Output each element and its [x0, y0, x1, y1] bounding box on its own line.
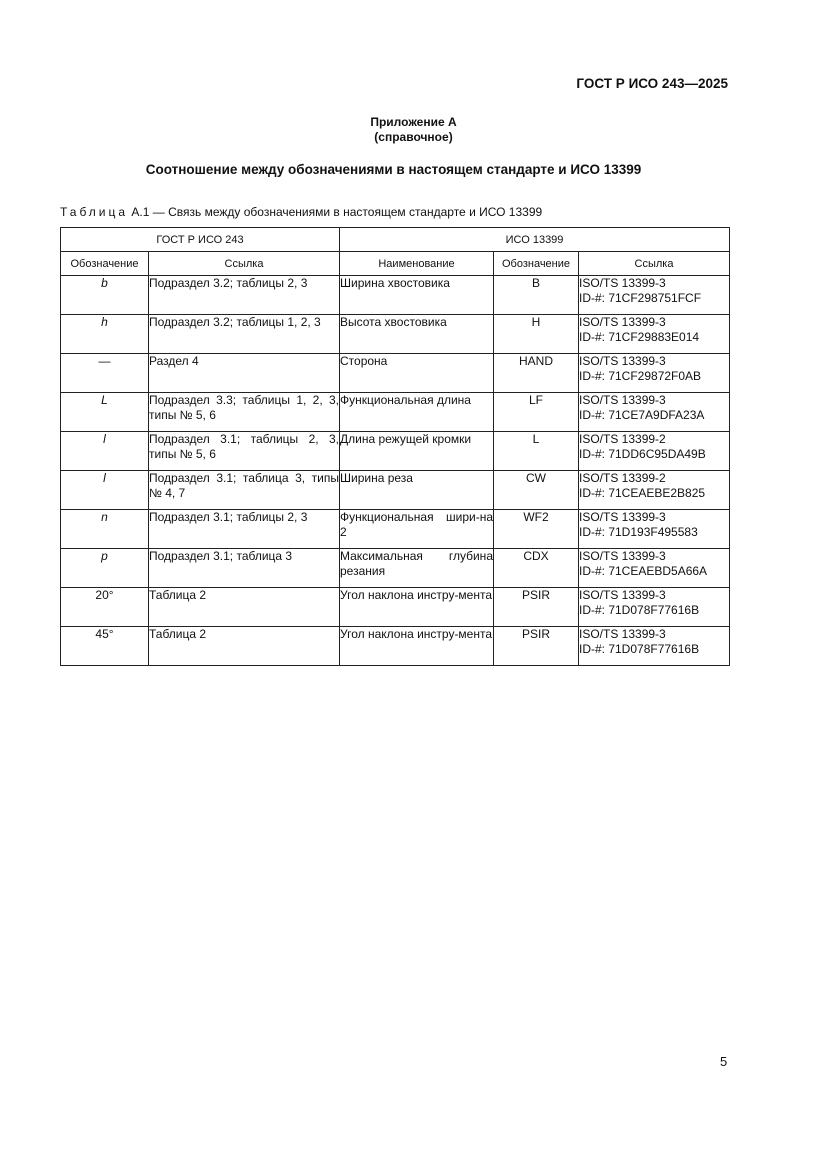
- table-caption-number: А.1: [131, 205, 150, 219]
- iso-document: ISO/TS 13399-3: [579, 588, 666, 602]
- table-row: [61, 276, 730, 315]
- cell-iso-reference: [579, 510, 730, 549]
- cell-name: Максимальная глубина резания: [340, 549, 494, 588]
- iso-id: ID-#: 71CF298751FCF: [579, 291, 702, 305]
- cell-reference: Подраздел 3.1; таблицы 2, 3: [149, 510, 340, 549]
- cell-iso-code: LF: [494, 393, 579, 432]
- iso-id: ID-#: 71CF29883E014: [579, 330, 700, 344]
- cell-symbol: n: [61, 510, 149, 549]
- cell-name: Функциональная шири-на 2: [340, 510, 494, 549]
- table-group-header-row: [61, 228, 730, 252]
- table-row: [61, 393, 730, 432]
- cell-name: Функциональная длина: [340, 393, 494, 432]
- designation-table: [60, 227, 730, 666]
- cell-iso-code: PSIR: [494, 588, 579, 627]
- table-row: [61, 588, 730, 627]
- cell-iso-code: H: [494, 315, 579, 354]
- cell-iso-code: PSIR: [494, 627, 579, 666]
- cell-iso-code: CW: [494, 471, 579, 510]
- cell-symbol: p: [61, 549, 149, 588]
- iso-id: ID-#: 71D193F495583: [579, 525, 698, 539]
- cell-reference: Подраздел 3.1; таблицы 2, 3, типы № 5, 6: [149, 432, 340, 471]
- group-header-gost: ГОСТ Р ИСО 243: [61, 228, 340, 252]
- column-header-iso-reference: Ссылка: [579, 252, 730, 276]
- cell-iso-code: WF2: [494, 510, 579, 549]
- iso-id: ID-#: 71D078F77616B: [579, 642, 700, 656]
- column-header-iso-designation: Обозначение: [494, 252, 579, 276]
- cell-iso-reference: [579, 627, 730, 666]
- cell-iso-reference: [579, 549, 730, 588]
- iso-id: ID-#: 71CEAEBE2B825: [579, 486, 706, 500]
- table-row: [61, 627, 730, 666]
- cell-iso-reference: [579, 276, 730, 315]
- document-id: ГОСТ Р ИСО 243—2025: [576, 76, 728, 91]
- cell-name: Высота хвостовика: [340, 315, 494, 354]
- column-header-iso-name: Наименование: [340, 252, 494, 276]
- iso-id: ID-#: 71D078F77616B: [579, 603, 700, 617]
- table-body: [61, 276, 730, 666]
- table-caption-label: Таблица: [60, 205, 129, 219]
- cell-name: Длина режущей кромки: [340, 432, 494, 471]
- cell-reference: Таблица 2: [149, 588, 340, 627]
- cell-iso-code: L: [494, 432, 579, 471]
- cell-iso-reference: [579, 315, 730, 354]
- cell-symbol: 45°: [61, 627, 149, 666]
- cell-reference: Подраздел 3.3; таблицы 1, 2, 3, типы № 5, 6: [149, 393, 340, 432]
- appendix-subtitle: (справочное): [374, 130, 453, 144]
- cell-name: Ширина реза: [340, 471, 494, 510]
- cell-iso-reference: [579, 471, 730, 510]
- iso-document: ISO/TS 13399-3: [579, 354, 666, 368]
- table-row: [61, 471, 730, 510]
- table-row: [61, 315, 730, 354]
- cell-symbol: h: [61, 315, 149, 354]
- table-caption: [60, 205, 542, 219]
- cell-iso-code: B: [494, 276, 579, 315]
- cell-iso-reference: [579, 354, 730, 393]
- cell-symbol: l: [61, 471, 149, 510]
- iso-id: ID-#: 71CF29872F0AB: [579, 369, 702, 383]
- column-header-gost-reference: Ссылка: [149, 252, 340, 276]
- cell-name: Ширина хвостовика: [340, 276, 494, 315]
- table-column-header-row: [61, 252, 730, 276]
- cell-iso-code: CDX: [494, 549, 579, 588]
- table-row: [61, 432, 730, 471]
- cell-symbol: b: [61, 276, 149, 315]
- iso-document: ISO/TS 13399-2: [579, 432, 666, 446]
- cell-reference: Раздел 4: [149, 354, 340, 393]
- cell-name: Угол наклона инстру-мента: [340, 627, 494, 666]
- cell-symbol: l: [61, 432, 149, 471]
- iso-id: ID-#: 71DD6C95DA49B: [579, 447, 706, 461]
- cell-symbol: —: [61, 354, 149, 393]
- table-row: [61, 510, 730, 549]
- cell-symbol: L: [61, 393, 149, 432]
- group-header-iso: ИСО 13399: [340, 228, 730, 252]
- cell-iso-reference: [579, 432, 730, 471]
- table-row: [61, 549, 730, 588]
- cell-name: Угол наклона инстру-мента: [340, 588, 494, 627]
- cell-symbol: 20°: [61, 588, 149, 627]
- iso-id: ID-#: 71CEAEBD5A66A: [579, 564, 708, 578]
- cell-name: Сторона: [340, 354, 494, 393]
- iso-document: ISO/TS 13399-3: [579, 549, 666, 563]
- column-header-gost-designation: Обозначение: [61, 252, 149, 276]
- cell-reference: Подраздел 3.1; таблица 3: [149, 549, 340, 588]
- cell-reference: Подраздел 3.2; таблицы 2, 3: [149, 276, 340, 315]
- appendix-heading: [0, 115, 827, 145]
- table-row: [61, 354, 730, 393]
- iso-document: ISO/TS 13399-3: [579, 393, 666, 407]
- section-title: Соотношение между обозначениями в настоящем стандарте и ИСО 13399: [145, 162, 642, 177]
- table-caption-text: — Связь между обозначениями в настоящем стандарте и ИСО 13399: [152, 205, 543, 219]
- iso-id: ID-#: 71CE7A9DFA23A: [579, 408, 705, 422]
- iso-document: ISO/TS 13399-2: [579, 471, 666, 485]
- cell-reference: Подраздел 3.1; таблица 3, типы № 4, 7: [149, 471, 340, 510]
- cell-iso-code: HAND: [494, 354, 579, 393]
- iso-document: ISO/TS 13399-3: [579, 276, 666, 290]
- appendix-title: Приложение А: [370, 115, 457, 129]
- iso-document: ISO/TS 13399-3: [579, 627, 666, 641]
- page-number: 5: [720, 1054, 728, 1069]
- cell-iso-reference: [579, 393, 730, 432]
- cell-reference: Подраздел 3.2; таблицы 1, 2, 3: [149, 315, 340, 354]
- cell-iso-reference: [579, 588, 730, 627]
- iso-document: ISO/TS 13399-3: [579, 510, 666, 524]
- cell-reference: Таблица 2: [149, 627, 340, 666]
- iso-document: ISO/TS 13399-3: [579, 315, 666, 329]
